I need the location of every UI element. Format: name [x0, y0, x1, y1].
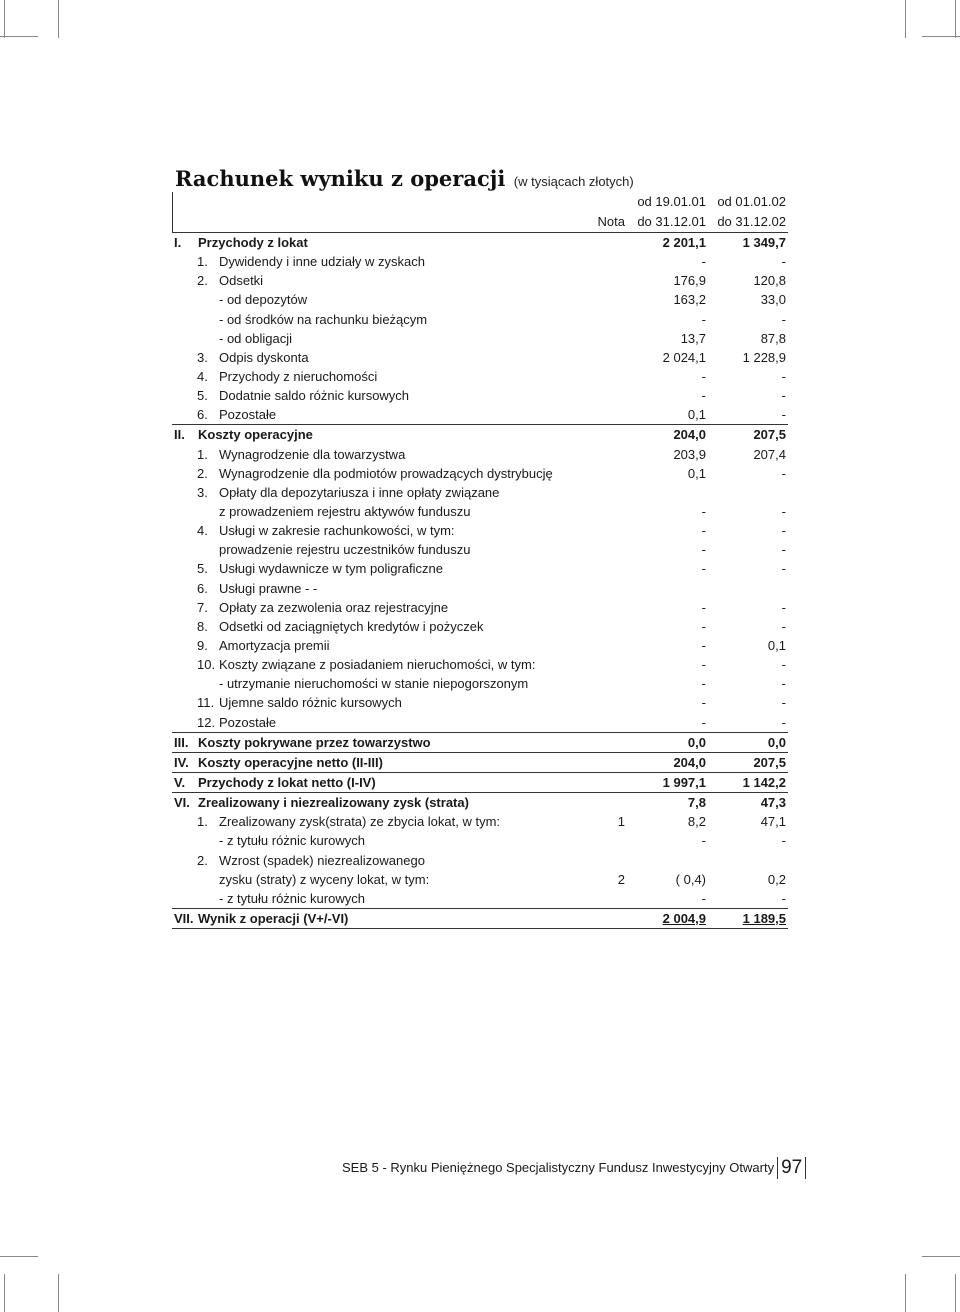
value-2001: -	[701, 657, 706, 673]
row-label: - z tytułu różnic kurowych	[219, 890, 365, 906]
value-2002: -	[781, 657, 786, 673]
row-number: 1.	[197, 446, 208, 462]
crop-mark	[4, 1274, 5, 1312]
table-row	[172, 870, 788, 889]
value-2002: 207,4	[753, 446, 786, 462]
table-row	[172, 502, 788, 521]
crop-mark	[58, 1274, 59, 1312]
value-2002: 207,5	[753, 427, 786, 443]
crop-mark	[922, 1256, 960, 1257]
row-label: Odpis dyskonta	[219, 349, 309, 365]
row-number: 10.	[197, 657, 216, 673]
value-2002: -	[781, 618, 786, 634]
row-label: Przychody z nieruchomości	[219, 368, 378, 384]
value-2001: -	[701, 368, 706, 384]
row-label: Pozostałe	[219, 714, 277, 730]
row-label: - od środków na rachunku bieżącym	[219, 311, 428, 327]
section-row	[172, 732, 788, 752]
row-number: 1.	[197, 814, 208, 830]
table-row	[172, 598, 788, 617]
value-2002: -	[781, 388, 786, 404]
row-label: Pozostałe	[219, 407, 277, 423]
value-2001: -	[701, 890, 706, 906]
col1-to: do 31.12.01	[637, 214, 706, 229]
row-label: z prowadzeniem rejestru aktywów funduszu	[219, 503, 471, 519]
value-2001: 203,9	[673, 446, 706, 462]
section-row	[172, 792, 788, 812]
value-2002: -	[781, 542, 786, 558]
row-label: Dywidendy i inne udziały w zyskach	[219, 254, 425, 270]
value-2002: -	[781, 561, 786, 577]
row-label: Koszty operacyjne	[198, 427, 313, 443]
table-row	[172, 851, 788, 870]
row-label: Opłaty dla depozytariusza i inne opłaty związane	[219, 484, 500, 500]
row-label: Wynik z operacji (V+/-VI)	[198, 910, 349, 926]
row-note: 2	[617, 871, 625, 887]
row-number: 1.	[197, 254, 208, 270]
crop-mark	[0, 1256, 38, 1257]
value-2001: -	[701, 254, 706, 270]
row-label: zysku (straty) z wyceny lokat, w tym:	[219, 871, 430, 887]
row-number: 2.	[197, 852, 208, 868]
value-2002: 1 189,5	[742, 910, 786, 926]
row-label: Opłaty za zezwolenia oraz rejestracyjne	[219, 599, 449, 615]
row-number: I.	[174, 235, 182, 250]
section-row	[172, 752, 788, 772]
table-row	[172, 405, 788, 424]
row-number: IV.	[174, 754, 189, 770]
row-number: 7.	[197, 599, 208, 615]
value-2002: -	[781, 714, 786, 730]
section-row	[172, 908, 788, 928]
row-label: prowadzenie rejestru uczestników funduszu	[219, 542, 471, 558]
table-row	[172, 445, 788, 464]
row-label: Zrealizowany i niezrealizowany zysk (strata)	[198, 795, 469, 811]
row-label: Koszty związane z posiadaniem nieruchomości, w tym:	[219, 657, 536, 673]
row-number: 3.	[197, 484, 208, 500]
section-row	[172, 424, 788, 444]
value-2001: 0,1	[687, 407, 706, 423]
value-2001: -	[701, 833, 706, 849]
value-2001: -	[701, 695, 706, 711]
value-2002: -	[781, 368, 786, 384]
row-number: II.	[174, 427, 185, 443]
table-row	[172, 831, 788, 850]
column-header-row-2	[172, 212, 788, 232]
value-2001: -	[701, 523, 706, 539]
table-row	[172, 252, 788, 271]
value-2001: 7,8	[687, 795, 706, 811]
row-label: Dodatnie saldo różnic kursowych	[219, 388, 410, 404]
value-2001: 204,0	[673, 427, 706, 443]
crop-mark	[58, 0, 59, 38]
row-number: 11.	[197, 695, 215, 711]
table-row	[172, 617, 788, 636]
value-2001: -	[701, 311, 706, 327]
table-row	[172, 693, 788, 712]
col2-from: od 01.01.02	[717, 194, 786, 209]
table-row	[172, 674, 788, 693]
value-2001: -	[701, 561, 706, 577]
value-2001: ( 0,4)	[675, 871, 706, 887]
table-row	[172, 483, 788, 502]
row-label: Przychody z lokat	[198, 235, 308, 250]
value-2001: -	[701, 637, 706, 653]
row-number: 5.	[197, 388, 208, 404]
page-number: 97	[777, 1157, 806, 1179]
table-row	[172, 310, 788, 329]
row-number: 3.	[197, 349, 208, 365]
value-2001: 13,7	[680, 330, 706, 346]
row-label: Wzrost (spadek) niezrealizowanego	[219, 852, 425, 868]
value-2001: -	[701, 618, 706, 634]
value-2002: 207,5	[753, 754, 786, 770]
value-2002: 1 142,2	[742, 774, 786, 790]
page-footer	[342, 1156, 806, 1178]
table-row	[172, 579, 788, 598]
row-label: Zrealizowany zysk(strata) ze zbycia lokat, w tym:	[219, 814, 501, 830]
value-2001: 176,9	[673, 273, 706, 289]
table-body	[172, 232, 788, 928]
value-2002: 87,8	[760, 330, 786, 346]
row-label: Usługi prawne - -	[219, 580, 318, 596]
table-row	[172, 713, 788, 732]
crop-mark	[0, 36, 38, 37]
value-2002: -	[781, 311, 786, 327]
row-label: Koszty operacyjne netto (II-III)	[198, 754, 383, 770]
table-row	[172, 540, 788, 559]
crop-mark	[905, 1274, 906, 1312]
value-2002: 47,1	[760, 814, 786, 830]
value-2002: -	[781, 599, 786, 615]
value-2002: 1 349,7	[742, 235, 786, 250]
value-2002: -	[781, 833, 786, 849]
income-statement-table	[172, 192, 788, 929]
row-number: VII.	[174, 910, 194, 926]
value-2002: -	[781, 676, 786, 692]
value-2002: -	[781, 523, 786, 539]
table-row	[172, 464, 788, 483]
value-2001: 204,0	[673, 754, 706, 770]
row-label: Wynagrodzenie dla podmiotów prowadzących dystrybucję	[219, 465, 553, 481]
value-2002: -	[781, 695, 786, 711]
value-2002: 0,0	[767, 734, 786, 750]
value-2001: -	[701, 714, 706, 730]
value-2001: 8,2	[687, 814, 706, 830]
row-number: 2.	[197, 465, 208, 481]
title-main: Rachunek wyniku z operacji	[175, 166, 506, 191]
value-2002: 0,2	[767, 871, 786, 887]
value-2002: 47,3	[760, 795, 786, 811]
row-label: Koszty pokrywane przez towarzystwo	[198, 734, 431, 750]
row-label: - od depozytów	[219, 292, 308, 308]
row-number: 5.	[197, 561, 208, 577]
column-header-row-1	[172, 192, 788, 212]
row-number: 6.	[197, 580, 208, 596]
value-2001: 0,1	[687, 465, 706, 481]
row-number: 8.	[197, 618, 208, 634]
table-row	[172, 271, 788, 290]
value-2002: -	[781, 890, 786, 906]
value-2001: 2 004,9	[662, 910, 706, 926]
crop-mark	[905, 0, 906, 38]
table-row	[172, 521, 788, 540]
title-unit: (w tysiącach złotych)	[513, 174, 634, 189]
value-2002: 33,0	[760, 292, 786, 308]
value-2001: 163,2	[673, 292, 706, 308]
row-label: Amortyzacja premii	[219, 637, 330, 653]
value-2002: -	[781, 254, 786, 270]
col-note: Nota	[597, 214, 625, 229]
value-2002: 120,8	[753, 273, 786, 289]
crop-mark	[955, 0, 956, 38]
value-2002: 0,1	[767, 637, 786, 653]
value-2002: -	[781, 407, 786, 423]
page-title	[175, 166, 634, 191]
table-row	[172, 348, 788, 367]
table-row	[172, 329, 788, 348]
col2-to: do 31.12.02	[717, 214, 786, 229]
table-row	[172, 655, 788, 674]
row-label: - od obligacji	[219, 330, 292, 346]
row-label: Odsetki od zaciągniętych kredytów i pożyczek	[219, 618, 484, 634]
row-number: III.	[174, 734, 189, 750]
row-note: 1	[617, 814, 625, 830]
value-2001: 1 997,1	[662, 774, 706, 790]
value-2001: 0,0	[687, 734, 706, 750]
table-row	[172, 636, 788, 655]
row-label: Ujemne saldo różnic kursowych	[219, 695, 402, 711]
table-row	[172, 367, 788, 386]
row-number: 2.	[197, 273, 208, 289]
value-2001: 2 024,1	[662, 349, 706, 365]
value-2002: -	[781, 465, 786, 481]
value-2002: -	[781, 503, 786, 519]
row-label: Przychody z lokat netto (I-IV)	[198, 774, 376, 790]
value-2001: 2 201,1	[662, 235, 706, 250]
value-2001: -	[701, 542, 706, 558]
row-number: 4.	[197, 523, 208, 539]
row-number: V.	[174, 774, 186, 790]
crop-mark	[922, 36, 960, 37]
row-label: - z tytułu różnic kurowych	[219, 833, 365, 849]
value-2001: -	[701, 503, 706, 519]
row-label: Odsetki	[219, 273, 264, 289]
section-row	[172, 232, 788, 252]
row-number: 12.	[197, 714, 216, 730]
row-number: VI.	[174, 795, 190, 811]
table-row	[172, 559, 788, 578]
value-2002: 1 228,9	[742, 349, 786, 365]
table-row	[172, 386, 788, 405]
table-row	[172, 290, 788, 309]
footer-text: SEB 5 - Rynku Pieniężnego Specjalistyczny Fundusz Inwestycyjny Otwarty	[342, 1159, 775, 1175]
value-2001: -	[701, 676, 706, 692]
crop-mark	[955, 1274, 956, 1312]
row-number: 6.	[197, 407, 208, 423]
section-row	[172, 772, 788, 792]
row-label: Wynagrodzenie dla towarzystwa	[219, 446, 406, 462]
row-label: - utrzymanie nieruchomości w stanie niepogorszonym	[219, 676, 529, 692]
row-label: Usługi w zakresie rachunkowości, w tym:	[219, 523, 455, 539]
table-row	[172, 812, 788, 831]
value-2001: -	[701, 599, 706, 615]
table-row	[172, 889, 788, 908]
value-2001: -	[701, 388, 706, 404]
row-label: Usługi wydawnicze w tym poligraficzne	[219, 561, 443, 577]
col1-from: od 19.01.01	[637, 194, 706, 209]
crop-mark	[4, 0, 5, 38]
row-number: 9.	[197, 637, 208, 653]
row-number: 4.	[197, 368, 208, 384]
